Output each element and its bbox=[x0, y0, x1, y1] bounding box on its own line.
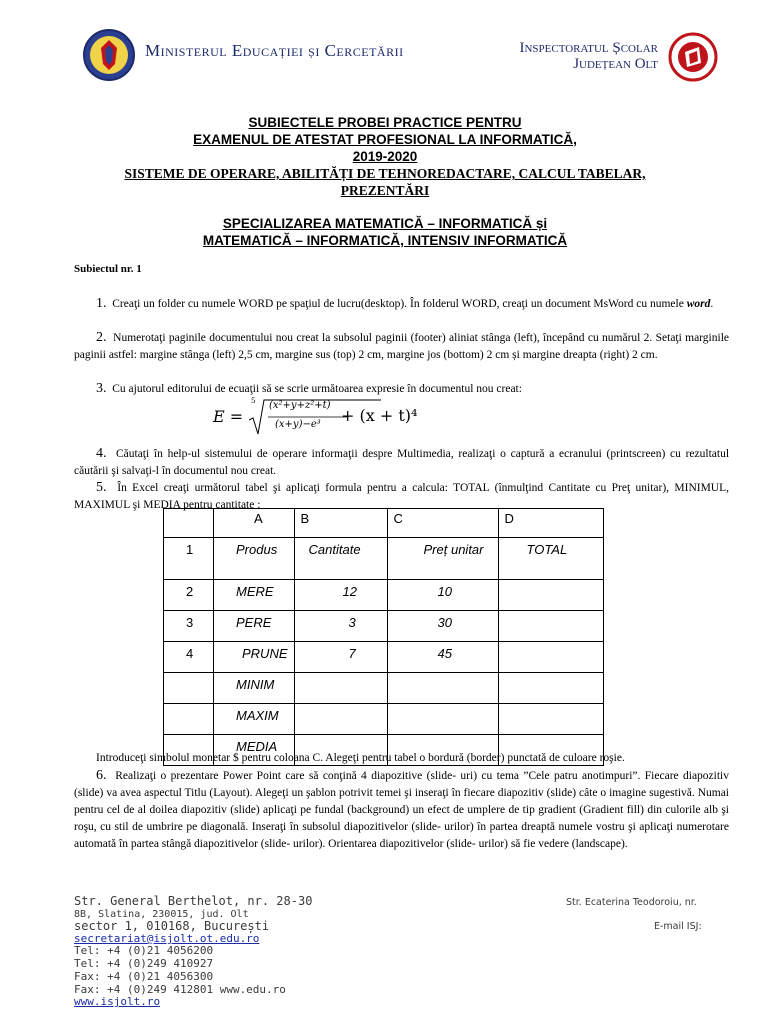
table-cell: PERE bbox=[214, 611, 295, 642]
table-col-header: A bbox=[214, 509, 295, 538]
footer-right-line-1: Str. Ecaterina Teodoroiu, nr. bbox=[566, 897, 697, 908]
equation-denominator: (x+y)−e³ bbox=[275, 419, 321, 430]
equation-rhs: + (x + t)⁴ bbox=[341, 406, 418, 425]
table-cell: Produs bbox=[214, 538, 295, 580]
table-cell: Preț unitar bbox=[387, 538, 498, 580]
item-2-text: Numerotaţi paginile documentului nou creat la subsolul paginii (footer) aliniat stânga (left), începând cu numărul 2. Setaţi marginile paginii astfel: margine stânga (left) 2,5 cm, margine sus (top) 2 cm, margine jos (bottom) 2 cm și margine dreapta (right) 2 cm. bbox=[74, 332, 729, 361]
isj-line1: Inspectoratul Școlar bbox=[519, 40, 658, 56]
footer-website[interactable]: www.isjolt.ro bbox=[74, 995, 161, 1008]
footer-right-line-2: E-mail ISJ: bbox=[654, 921, 702, 932]
table-header-row bbox=[164, 509, 604, 538]
item-6-number: 6. bbox=[96, 768, 107, 783]
title-line-7: MATEMATICĂ – INFORMATICĂ, INTENSIV INFORMATICĂ bbox=[202, 233, 568, 248]
isj-name bbox=[518, 40, 658, 72]
item-3-number: 3. bbox=[96, 381, 107, 396]
table-cell: 1 bbox=[164, 538, 214, 580]
table-row bbox=[164, 673, 604, 704]
footer-website-link[interactable] bbox=[74, 996, 160, 1008]
equation-root-index: 5 bbox=[251, 397, 256, 405]
table-cell: 30 bbox=[387, 611, 498, 642]
table-cell: 10 bbox=[387, 580, 498, 611]
table-cell: MAXIM bbox=[214, 704, 295, 735]
item-1-number: 1. bbox=[96, 296, 107, 311]
table-cell bbox=[164, 704, 214, 735]
table-row bbox=[164, 538, 604, 580]
table-cell bbox=[498, 673, 603, 704]
table-cell bbox=[498, 642, 603, 673]
table-cell bbox=[164, 673, 214, 704]
item-4-text: Căutaţi în help-ul sistemului de operare informaţii despre Multimedia, realizaţi o captură a ecranului (printscreen) cu rezultatul căutării şi salvaţi-l în documentul nou creat. bbox=[74, 448, 730, 477]
romania-coat-of-arms-logo bbox=[82, 28, 136, 82]
item-1 bbox=[74, 295, 729, 313]
item-1-text: Creaţi un folder cu numele WORD pe spaţiul de lucru(desktop). În folderul WORD, creaţi un document MsWord cu numele bbox=[112, 298, 687, 310]
excel-table bbox=[163, 508, 604, 766]
table-cell: 2 bbox=[164, 580, 214, 611]
footer-email[interactable]: secretariat@isjolt.ot.edu.ro bbox=[74, 932, 260, 945]
footer-line-1: Str. General Berthelot, nr. 28-30 bbox=[74, 894, 313, 908]
title-line-2: EXAMENUL DE ATESTAT PROFESIONAL LA INFORMATICĂ, bbox=[193, 132, 577, 147]
item-4-number: 4. bbox=[96, 446, 107, 461]
table-cell: 3 bbox=[294, 611, 387, 642]
title-line-4: SISTEME DE OPERARE, ABILITĂȚI DE TEHNOREDACTARE, CALCUL TABELAR, bbox=[124, 166, 646, 181]
footer-line-7: Fax: +4 (0)21 4056300 bbox=[74, 970, 214, 983]
item-2 bbox=[74, 329, 729, 364]
item-2-number: 2. bbox=[96, 330, 107, 345]
table-cell: TOTAL bbox=[498, 538, 603, 580]
item-5-text: În Excel creaţi următorul tabel şi aplicaţi formula pentru a calcula: TOTAL (înmulţind Cantitate cu Preţ unitar), MINIMUL, MAXIMUL şi MEDIA pentru cantitate : bbox=[74, 482, 730, 511]
table-cell bbox=[294, 673, 387, 704]
title-line-5: PREZENTĂRI bbox=[340, 183, 430, 198]
item-1-filename: word bbox=[686, 298, 711, 310]
table-row bbox=[164, 580, 604, 611]
title-line-6: SPECIALIZAREA MATEMATICĂ – INFORMATICĂ și bbox=[222, 216, 548, 231]
table-col-header bbox=[164, 509, 214, 538]
item-3 bbox=[74, 380, 729, 398]
isj-line2: Județean Olt bbox=[573, 56, 658, 72]
table-cell bbox=[498, 704, 603, 735]
equation bbox=[213, 398, 423, 436]
ministry-name: Ministerul Educației și Cercetării bbox=[145, 41, 404, 60]
equation-numerator: (x²+y+z²+t) bbox=[269, 400, 331, 411]
subject-number: Subiectul nr. 1 bbox=[74, 263, 142, 275]
table-col-header: C bbox=[387, 509, 498, 538]
table-col-header: B bbox=[294, 509, 387, 538]
table-cell bbox=[498, 611, 603, 642]
equation-lhs: E = bbox=[213, 407, 244, 426]
table-cell: 7 bbox=[294, 642, 387, 673]
table-cell: 12 bbox=[294, 580, 387, 611]
table-cell: MEDIA bbox=[214, 735, 295, 766]
item-4 bbox=[74, 445, 729, 480]
table-cell bbox=[387, 673, 498, 704]
table-cell: 4 bbox=[164, 642, 214, 673]
table-cell: 45 bbox=[387, 642, 498, 673]
isj-olt-logo bbox=[668, 32, 718, 82]
table-row bbox=[164, 704, 604, 735]
footer-line-6: Tel: +4 (0)249 410927 bbox=[74, 957, 214, 970]
table-cell bbox=[387, 704, 498, 735]
item-6-text: Realizaţi o prezentare Power Point care să conţină 4 diapozitive (slide- uri) cu tema ”Cele patru anotimpuri”. Fiecare diapozitiv (slide) va avea aspectul Titlu (Layout). Alegeţi un şablon potrivit temei şi inseraţi în fiecare diapozitiv (slide) câte o imagine sugestivă. Numai pentru cel de al doilea diapozitiv (slide) aplicaţi pe fundal (background) un efect de umplere de tip gradient (Gradient fill) din culorile alb şi roşu, cu stil de umbrire pe diagonală. Inseraţi în subsolul diapozitivelor (slide- urilor) în partea dreaptă numele vostru şi aplicaţi numerotare automată în partea stângă diapozitivelor (slide- urilor). Orientarea diapozitivelor (slide- urilor) să fie vedere (landscape). bbox=[74, 770, 729, 850]
footer-line-2: 8B, Slatina, 230015, jud. Olt bbox=[74, 909, 249, 920]
table-cell: MERE bbox=[214, 580, 295, 611]
table-cell: PRUNE bbox=[214, 642, 295, 673]
table-cell: Cantitate bbox=[294, 538, 387, 580]
table-row bbox=[164, 642, 604, 673]
item-1-end: . bbox=[710, 298, 714, 310]
table-row bbox=[164, 611, 604, 642]
item-6 bbox=[74, 767, 729, 853]
footer-line-5: Tel: +4 (0)21 4056200 bbox=[74, 944, 214, 957]
title-line-1: SUBIECTELE PROBEI PRACTICE PENTRU bbox=[248, 115, 522, 130]
table-cell: MINIM bbox=[214, 673, 295, 704]
item-5-note: Introduceţi simbolul monetar $ pentru coloana C. Alegeţi pentru tabel o bordură (border) punctată de culoare roşie. bbox=[96, 752, 625, 764]
footer-line-8: Fax: +4 (0)249 412801 www.edu.ro bbox=[74, 983, 286, 996]
table-cell: 3 bbox=[164, 611, 214, 642]
title-line-3: 2019-2020 bbox=[352, 149, 418, 164]
footer-line-3: sector 1, 010168, București bbox=[74, 919, 270, 933]
table-cell bbox=[294, 704, 387, 735]
item-3-text: Cu ajutorul editorului de ecuaţii să se scrie următoarea expresie în documentul nou creat: bbox=[112, 383, 522, 395]
item-5-number: 5. bbox=[96, 480, 107, 495]
table-cell bbox=[498, 580, 603, 611]
table-col-header: D bbox=[498, 509, 603, 538]
